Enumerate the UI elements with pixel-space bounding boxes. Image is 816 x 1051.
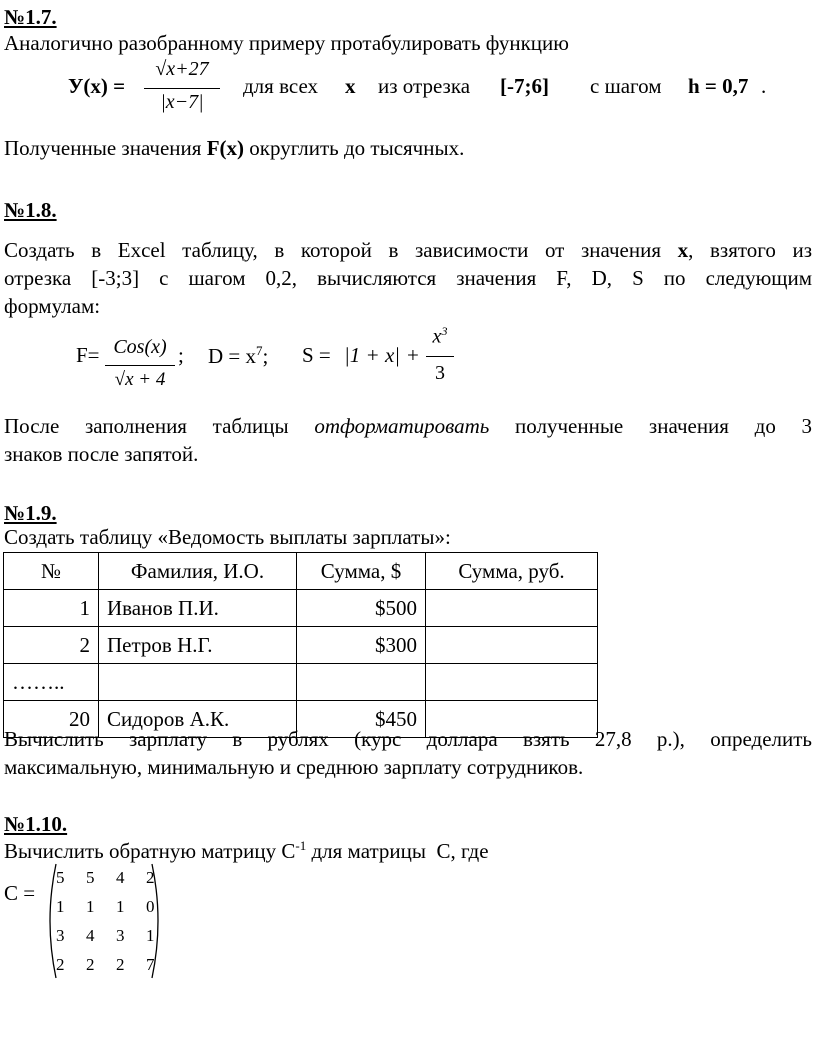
- matrix-cell: 1: [56, 897, 65, 916]
- matrix-cell: 1: [116, 897, 125, 916]
- formula-f-denominator: √x + 4: [114, 369, 166, 390]
- fraction-bar: [426, 356, 454, 357]
- cell-number: 20: [4, 701, 99, 738]
- heading-1-9: №1.9.: [4, 501, 57, 525]
- text-for-all: для всех: [243, 74, 318, 98]
- text: Полученные значения: [4, 136, 202, 160]
- text: полученные значения до 3: [515, 414, 812, 438]
- matrix-cell: 7: [146, 955, 155, 974]
- matrix-cell: 4: [86, 926, 95, 945]
- cell-number: ……..: [4, 664, 99, 701]
- cell-usd: $450: [297, 701, 426, 738]
- format-instruction-line2: знаков после запятой.: [4, 442, 199, 466]
- matrix-cell: 5: [56, 868, 65, 887]
- matrix-cell: 2: [116, 955, 125, 974]
- cell-rub: [426, 664, 598, 701]
- formula-s-abs: |1 + x|: [344, 343, 401, 367]
- task-1-8-line2: отрезка [-3;3] с шагом 0,2, вычисляются значения F, D, S по следующим: [4, 266, 812, 290]
- task-1-8-line1: [4, 238, 812, 263]
- cell-number: 2: [4, 627, 99, 664]
- cell-number: 1: [4, 590, 99, 627]
- text: После заполнения таблицы: [4, 414, 289, 438]
- salary-instruction-line1: Вычислить зарплату в рублях (курс доллара взять 27,8 р.), определить: [4, 727, 812, 751]
- var-x: x: [677, 238, 689, 262]
- fraction-bar: [105, 365, 175, 366]
- formula-y-fraction: [140, 58, 224, 114]
- heading-1-8: №1.8.: [4, 198, 57, 222]
- text-from-segment: из отрезка: [378, 74, 471, 98]
- matrix-cell: 0: [146, 897, 155, 916]
- text: для матрицы С, где: [306, 839, 489, 863]
- task-1-7-text: Аналогично разобранному примеру протабулировать функцию: [4, 31, 569, 55]
- cell-name: Петров Н.Г.: [99, 627, 297, 664]
- matrix-cell: 2: [86, 955, 95, 974]
- table-row: [4, 627, 598, 664]
- matrix-cell: 1: [146, 926, 155, 945]
- format-instruction-line1: [4, 414, 812, 439]
- inverse-exponent: -1: [295, 838, 307, 853]
- function-name: F(x): [206, 136, 245, 160]
- cell-usd: $300: [297, 627, 426, 664]
- text: Вычислить обратную матрицу С: [4, 839, 296, 863]
- matrix-cell: 3: [56, 926, 65, 945]
- formula-d-base: D = x: [208, 344, 257, 368]
- formula-s-fraction: [424, 324, 456, 385]
- formula-y-lhs: У(x) =: [68, 74, 126, 98]
- header-rub: Сумма, руб.: [426, 553, 598, 590]
- matrix-cell: 1: [86, 897, 95, 916]
- segment-value: [-7;6]: [500, 74, 549, 98]
- formula-s-lhs: S =: [302, 343, 331, 367]
- cell-name: [99, 664, 297, 701]
- separator: ;: [262, 344, 269, 368]
- matrix-lhs: С =: [4, 881, 36, 905]
- table-row: [4, 590, 598, 627]
- matrix-cell: 5: [86, 868, 95, 887]
- table-row: [4, 664, 598, 701]
- emphasis: отформатировать: [314, 414, 490, 438]
- rounding-instruction: [4, 136, 464, 161]
- formula-y-denominator: |x−7|: [160, 91, 204, 113]
- step-value: h = 0,7: [688, 74, 749, 98]
- task-1-10-text: [4, 838, 489, 864]
- text: округлить до тысячных.: [249, 136, 465, 160]
- matrix-cell: 2: [56, 955, 65, 974]
- text-with-step: с шагом: [590, 74, 662, 98]
- formula-f-numerator: Cos(x): [113, 336, 167, 358]
- header-number: №: [4, 553, 99, 590]
- numerator-base: x: [432, 325, 442, 348]
- heading-1-10: №1.10.: [4, 812, 68, 836]
- formula-d-exponent: 7: [256, 343, 263, 358]
- heading-1-7: №1.7.: [4, 5, 57, 29]
- salary-table: [3, 552, 598, 738]
- task-1-8-line3: формулам:: [4, 294, 101, 318]
- header-usd: Сумма, $: [297, 553, 426, 590]
- header-name: Фамилия, И.О.: [99, 553, 297, 590]
- matrix-right-paren: [148, 862, 168, 980]
- fraction-bar: [144, 88, 220, 89]
- formula-f-lhs: F=: [76, 343, 100, 367]
- salary-instruction-line2: максимальную, минимальную и среднюю зарплату сотрудников.: [4, 755, 584, 779]
- matrix-cell: 3: [116, 926, 125, 945]
- formula-y-numerator: √x+27: [155, 58, 209, 80]
- formula-s-plus: +: [407, 343, 419, 367]
- task-1-9-text: Создать таблицу «Ведомость выплаты зарплаты»:: [4, 525, 451, 549]
- cell-usd: $500: [297, 590, 426, 627]
- cell-rub: [426, 627, 598, 664]
- cell-name: Сидоров А.К.: [99, 701, 297, 738]
- text: , взятого из: [688, 238, 812, 262]
- table-header-row: [4, 553, 598, 590]
- formula-d: [208, 343, 268, 369]
- separator: ;: [178, 343, 184, 367]
- formula-s-numerator: [424, 324, 456, 349]
- cell-name: Иванов П.И.: [99, 590, 297, 627]
- matrix-cell: 2: [146, 868, 155, 887]
- matrix-cell: 4: [116, 868, 125, 887]
- cell-rub: [426, 590, 598, 627]
- cell-usd: [297, 664, 426, 701]
- formula-f-fraction: [103, 336, 177, 391]
- formula-s-denominator: 3: [435, 361, 445, 384]
- var-x: x: [345, 74, 356, 98]
- text: Создать в Excel таблицу, в которой в зависимости от значения: [4, 238, 662, 262]
- period: .: [761, 74, 767, 98]
- numerator-exponent: 3: [441, 324, 448, 338]
